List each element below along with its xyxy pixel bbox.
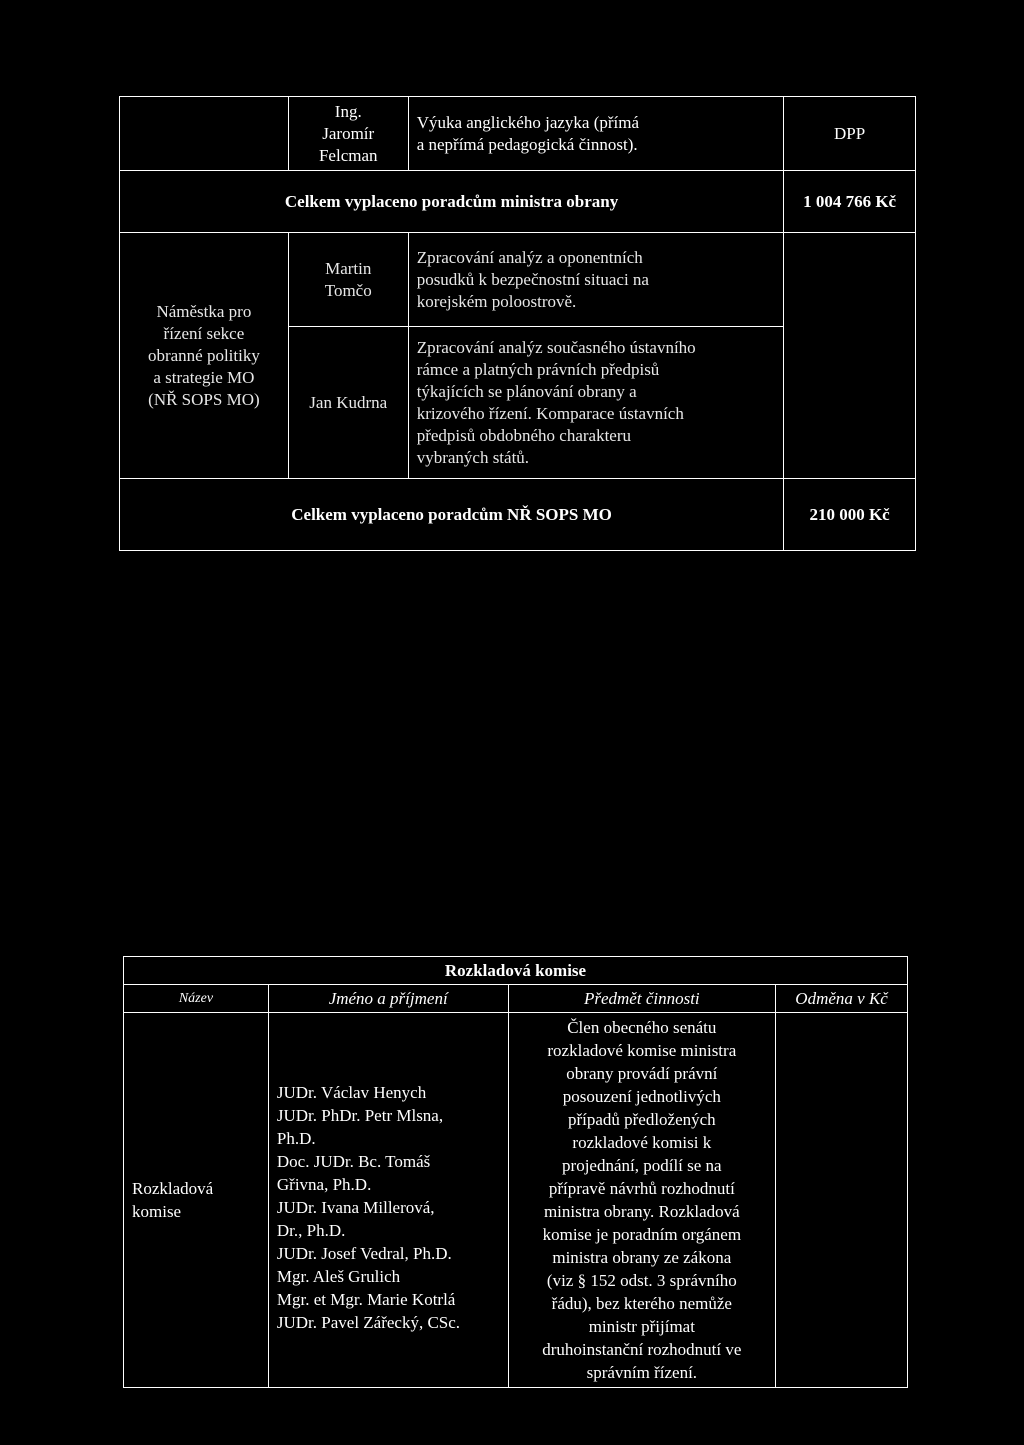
name-line: Jaromír: [322, 123, 375, 143]
member-line: JUDr. PhDr. Petr Mlsna,: [276, 1105, 444, 1125]
empty-cell: [120, 97, 289, 171]
empty-cell: [784, 233, 916, 479]
activity-line: vybraných států.: [416, 447, 530, 467]
name-line: Jan Kudrna: [309, 392, 388, 412]
activity-line: krizového řízení. Komparace ústavních: [416, 403, 684, 423]
activity-line: týkajících se plánování obrany a: [416, 381, 637, 401]
unit-line: (NŘ SOPS MO): [148, 389, 260, 409]
member-line: JUDr. Václav Henych: [276, 1082, 427, 1102]
total-row: [120, 171, 916, 233]
subject-line: Člen obecného senátu: [567, 1018, 717, 1037]
member-line: Gřivna, Ph.D.: [276, 1174, 372, 1194]
contract-type-cell: DPP: [784, 97, 916, 171]
unit-line: Náměstka pro: [156, 301, 252, 321]
table-row: [120, 233, 916, 327]
column-header-subject: Předmět činnosti: [508, 985, 776, 1013]
subject-line: správním řízení.: [586, 1363, 698, 1382]
activity-line: posudků k bezpečnostní situaci na: [416, 269, 649, 289]
subject-line: (viz § 152 odst. 3 správního: [546, 1271, 737, 1290]
subject-line: obrany provádí právní: [566, 1064, 718, 1083]
activity-line: Zpracování analýz současného ústavního: [416, 337, 696, 357]
activity-cell: [408, 327, 783, 479]
activity-line: Výuka anglického jazyka (přímá: [416, 112, 640, 132]
column-header-person: Jméno a příjmení: [268, 985, 508, 1013]
member-line: Doc. JUDr. Bc. Tomáš: [276, 1151, 431, 1171]
member-line: Ph.D.: [276, 1128, 316, 1148]
total-label: Celkem vyplaceno poradcům NŘ SOPS MO: [120, 479, 784, 551]
member-line: JUDr. Ivana Millerová,: [276, 1197, 435, 1217]
member-line: Dr., Ph.D.: [276, 1220, 346, 1240]
activity-line: a nepřímá pedagogická činnost).: [416, 134, 638, 154]
activity-line: rámce a platných právních předpisů: [416, 359, 660, 379]
activity-line: korejském poloostrově.: [416, 291, 577, 311]
table-row: [120, 97, 916, 171]
unit-line: Rozkladová: [132, 1179, 214, 1198]
activity-line: předpisů obdobného charakteru: [416, 425, 632, 445]
unit-line: obranné politiky: [147, 345, 260, 365]
name-line: Felcman: [318, 145, 378, 165]
subject-line: ministra obrany. Rozkladová: [543, 1202, 740, 1221]
name-line: Tomčo: [324, 280, 372, 300]
subject-line: rozkladové komise ministra: [547, 1041, 737, 1060]
activity-cell: [408, 233, 783, 327]
name-line: Martin: [325, 258, 372, 278]
activity-line: Zpracování analýz a oponentních: [416, 247, 643, 267]
subject-line: případů předložených: [567, 1110, 716, 1129]
unit-line: komise: [132, 1202, 182, 1221]
unit-name-cell: [124, 1013, 269, 1388]
total-amount: 1 004 766 Kč: [784, 171, 916, 233]
subject-line: druhoinstanční rozhodnutí ve: [542, 1340, 742, 1359]
total-row: [120, 479, 916, 551]
members-cell: [268, 1013, 508, 1388]
unit-line: a strategie MO: [153, 367, 255, 387]
advisor-name-cell: [288, 327, 408, 479]
member-line: JUDr. Pavel Zářecký, CSc.: [276, 1312, 461, 1332]
table-title: Rozkladová komise: [124, 957, 908, 985]
advisor-name-cell: [288, 97, 408, 171]
member-line: JUDr. Josef Vedral, Ph.D.: [276, 1243, 452, 1263]
subject-line: komise je poradním orgánem: [542, 1225, 742, 1244]
column-header-name: Název: [124, 985, 269, 1013]
advisors-table: [119, 96, 916, 551]
unit-name-cell: [120, 233, 289, 479]
total-label: Celkem vyplaceno poradcům ministra obrany: [120, 171, 784, 233]
subject-line: ministra obrany ze zákona: [552, 1248, 732, 1267]
subject-line: projednání, podílí se na: [562, 1156, 722, 1175]
table-title-row: [124, 957, 908, 985]
subject-line: rozkladové komisi k: [572, 1133, 712, 1152]
reward-cell: [776, 1013, 908, 1388]
name-line: Ing.: [334, 101, 362, 121]
column-header-row: [124, 985, 908, 1013]
advisor-name-cell: [288, 233, 408, 327]
subject-line: ministr přijímat: [588, 1317, 695, 1336]
subject-line: přípravě návrhů rozhodnutí: [548, 1179, 735, 1198]
subject-line: řádu), bez kterého nemůže: [551, 1294, 732, 1313]
member-line: Mgr. et Mgr. Marie Kotrlá: [276, 1289, 456, 1309]
subject-line: posouzení jednotlivých: [562, 1087, 721, 1106]
table-row: [124, 1013, 908, 1388]
appeal-commission-table: [123, 956, 908, 1388]
member-line: Mgr. Aleš Grulich: [276, 1266, 401, 1286]
unit-line: řízení sekce: [163, 323, 245, 343]
column-header-reward: Odměna v Kč: [776, 985, 908, 1013]
activity-cell: [408, 97, 783, 171]
total-amount: 210 000 Kč: [784, 479, 916, 551]
subject-cell: [508, 1013, 776, 1388]
